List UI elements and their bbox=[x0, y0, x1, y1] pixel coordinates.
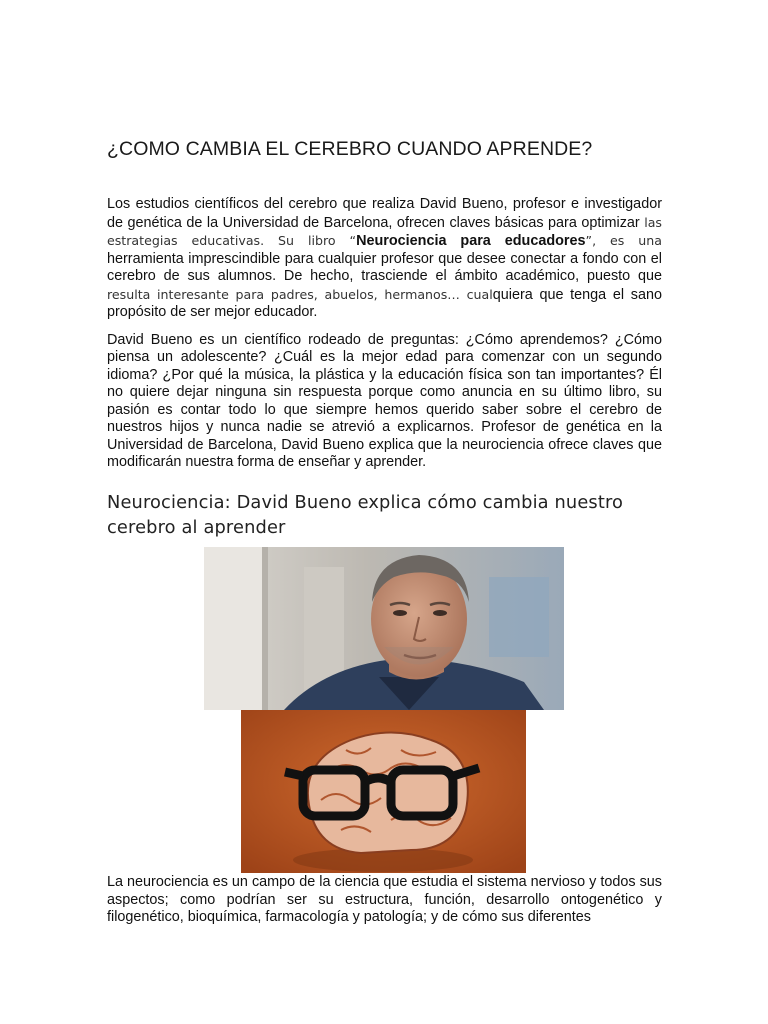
portrait-image bbox=[204, 547, 564, 710]
neuroscience-paragraph: La neurociencia es un campo de la ciencia que estudia el sistema nervioso y todos sus aspectos; como podrían ser su estructura, función, desarrollo ontogenético y filogenético, bioquímica, farmacología y patología; y de cómo sus diferentes bbox=[107, 874, 662, 925]
intro-text-e: resulta interesante para padres, abuelos, hermanos… cual bbox=[107, 286, 493, 302]
page-title: ¿COMO CAMBIA EL CEREBRO CUANDO APRENDE? bbox=[107, 138, 593, 160]
intro-text-a: Los estudios científicos del cerebro que realiza David Bueno, profesor e investigador de genética de la Universidad de Barcelona, ofrecen claves básicas para optimizar bbox=[107, 196, 662, 231]
intro-text-b: las estrategias educativas. Su libro “ bbox=[107, 214, 662, 248]
intro-text-d: herramienta imprescindible para cualquier profesor que desee conectar a fondo con el cerebro de sus alumnos. De hecho, trasciende el ámbito académico, puesto que bbox=[107, 250, 662, 284]
intro-text-f: quiera que tenga el sano propósito de ser mejor educador. bbox=[107, 286, 662, 320]
closing-section bbox=[107, 874, 662, 937]
david-bueno-photo bbox=[204, 547, 564, 710]
intro-paragraph bbox=[107, 196, 662, 322]
questions-paragraph: David Bueno es un científico rodeado de preguntas: ¿Cómo aprendemos? ¿Cómo piensa un adolescente? ¿Cuál es la mejor edad para comenzar con un segundo idioma? ¿Por qué la música, la plástica y la educación física son tan importantes? Él no quiere dejar ninguna sin respuesta porque como anuncia en su último libro, su pasión es contar todo lo que siempre hemos querido saber sobre el cerebro de nuestros hijos y nunca nadie se atrevió a explicarnos. Profesor de genética en la Universidad de Barcelona, David Bueno explica que la neurociencia ofrece claves que modificarán nuestra forma de enseñar y aprender. bbox=[107, 331, 662, 470]
intro-text-c: ”, es una bbox=[585, 233, 662, 248]
book-title: Neurociencia para educadores bbox=[356, 233, 586, 249]
document-page bbox=[107, 138, 662, 551]
brain-glasses-illustration bbox=[241, 710, 526, 873]
section-subtitle: Neurociencia: David Bueno explica cómo cambia nuestro cerebro al aprender bbox=[107, 491, 624, 538]
brain-image bbox=[241, 710, 526, 873]
